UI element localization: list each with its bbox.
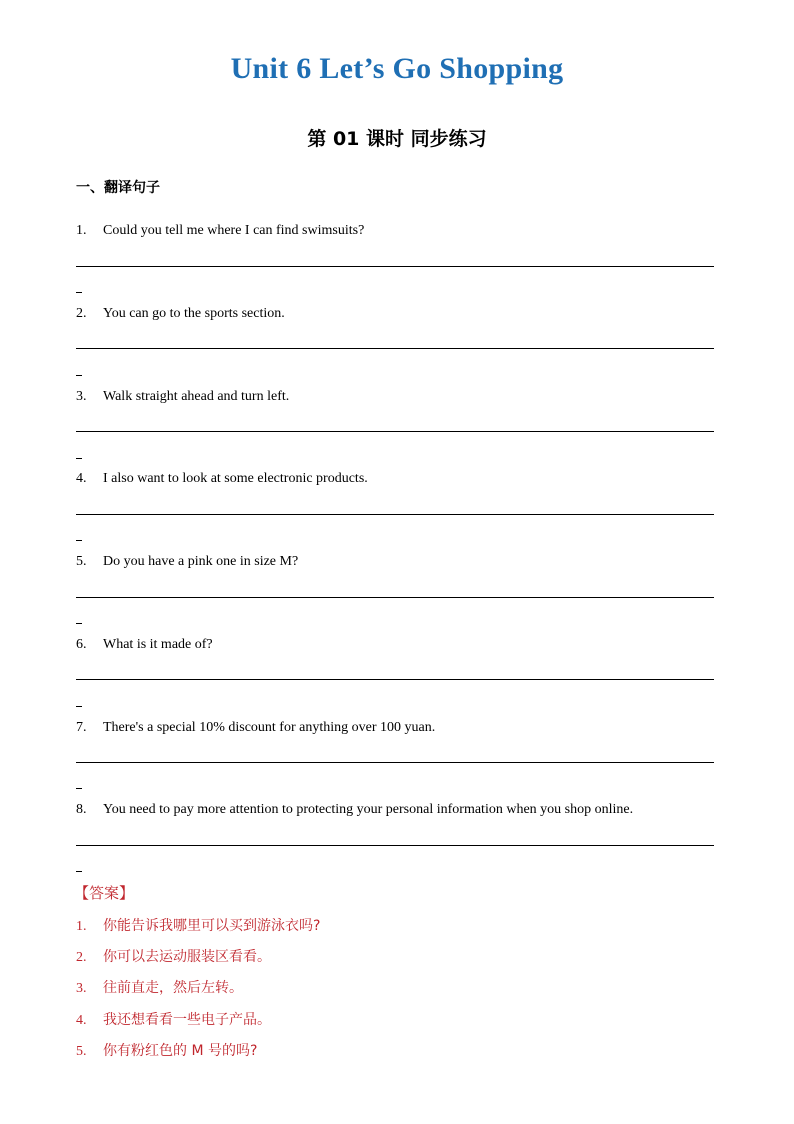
- question-text: You can go to the sports section.: [103, 306, 285, 321]
- answer-line[interactable]: [76, 348, 714, 349]
- question-text: Walk straight ahead and turn left.: [103, 389, 290, 404]
- line-tail-mark: [76, 871, 82, 872]
- question-item: [76, 636, 716, 654]
- answer-number: 5.: [76, 1044, 87, 1059]
- question-text: Do you have a pink one in size M?: [103, 554, 299, 569]
- answer-heading: 【答案】: [74, 884, 135, 902]
- line-tail-mark: [76, 788, 82, 789]
- question-item: [76, 553, 716, 571]
- answer-text: 你有粉红色的 M 号的吗?: [103, 1043, 258, 1059]
- question-item: [76, 222, 716, 240]
- answer-number: 3.: [76, 981, 87, 996]
- answer-line[interactable]: [76, 514, 714, 515]
- question-text: There's a special 10% discount for anything over 100 yuan.: [103, 720, 436, 735]
- question-number: 5.: [76, 554, 87, 569]
- answer-item: [76, 1040, 257, 1060]
- question-number: 3.: [76, 389, 87, 404]
- answer-text: 往前直走，然后左转。: [103, 980, 243, 996]
- section-heading: 一、翻译句子: [76, 180, 160, 196]
- question-number: 2.: [76, 306, 87, 321]
- line-tail-mark: [76, 375, 82, 376]
- question-text: What is it made of?: [103, 637, 213, 652]
- question-item: [76, 305, 716, 323]
- answer-line[interactable]: [76, 845, 714, 846]
- question-item: [76, 719, 716, 737]
- line-tail-mark: [76, 292, 82, 293]
- question-number: 6.: [76, 637, 87, 652]
- answer-line[interactable]: [76, 431, 714, 432]
- answer-text: 你能告诉我哪里可以买到游泳衣吗?: [103, 918, 321, 934]
- answer-item: [76, 1009, 271, 1029]
- question-text: I also want to look at some electronic products.: [103, 471, 368, 486]
- question-text: Could you tell me where I can find swimsuits?: [103, 223, 365, 238]
- answer-item: [76, 977, 243, 997]
- answer-line[interactable]: [76, 679, 714, 680]
- question-item: [76, 801, 716, 819]
- answer-number: 1.: [76, 919, 87, 934]
- line-tail-mark: [76, 623, 82, 624]
- answer-number: 4.: [76, 1013, 87, 1028]
- answer-line[interactable]: [76, 597, 714, 598]
- question-number: 7.: [76, 720, 87, 735]
- line-tail-mark: [76, 458, 82, 459]
- question-number: 4.: [76, 471, 87, 486]
- page-title: Unit 6 Let’s Go Shopping: [230, 52, 564, 85]
- answer-item: [76, 946, 271, 966]
- line-tail-mark: [76, 706, 82, 707]
- answer-line[interactable]: [76, 762, 714, 763]
- question-number: 8.: [76, 802, 87, 817]
- answer-text: 我还想看看一些电子产品。: [103, 1012, 271, 1028]
- question-text: You need to pay more attention to protecting your personal information when you shop online.: [103, 802, 634, 817]
- answer-text: 你可以去运动服装区看看。: [103, 949, 271, 965]
- question-number: 1.: [76, 223, 87, 238]
- question-item: [76, 470, 716, 488]
- question-item: [76, 388, 716, 406]
- answer-number: 2.: [76, 950, 87, 965]
- lesson-subtitle: 第 01 课时 同步练习: [307, 128, 487, 150]
- answer-line[interactable]: [76, 266, 714, 267]
- answer-item: [76, 915, 320, 935]
- line-tail-mark: [76, 540, 82, 541]
